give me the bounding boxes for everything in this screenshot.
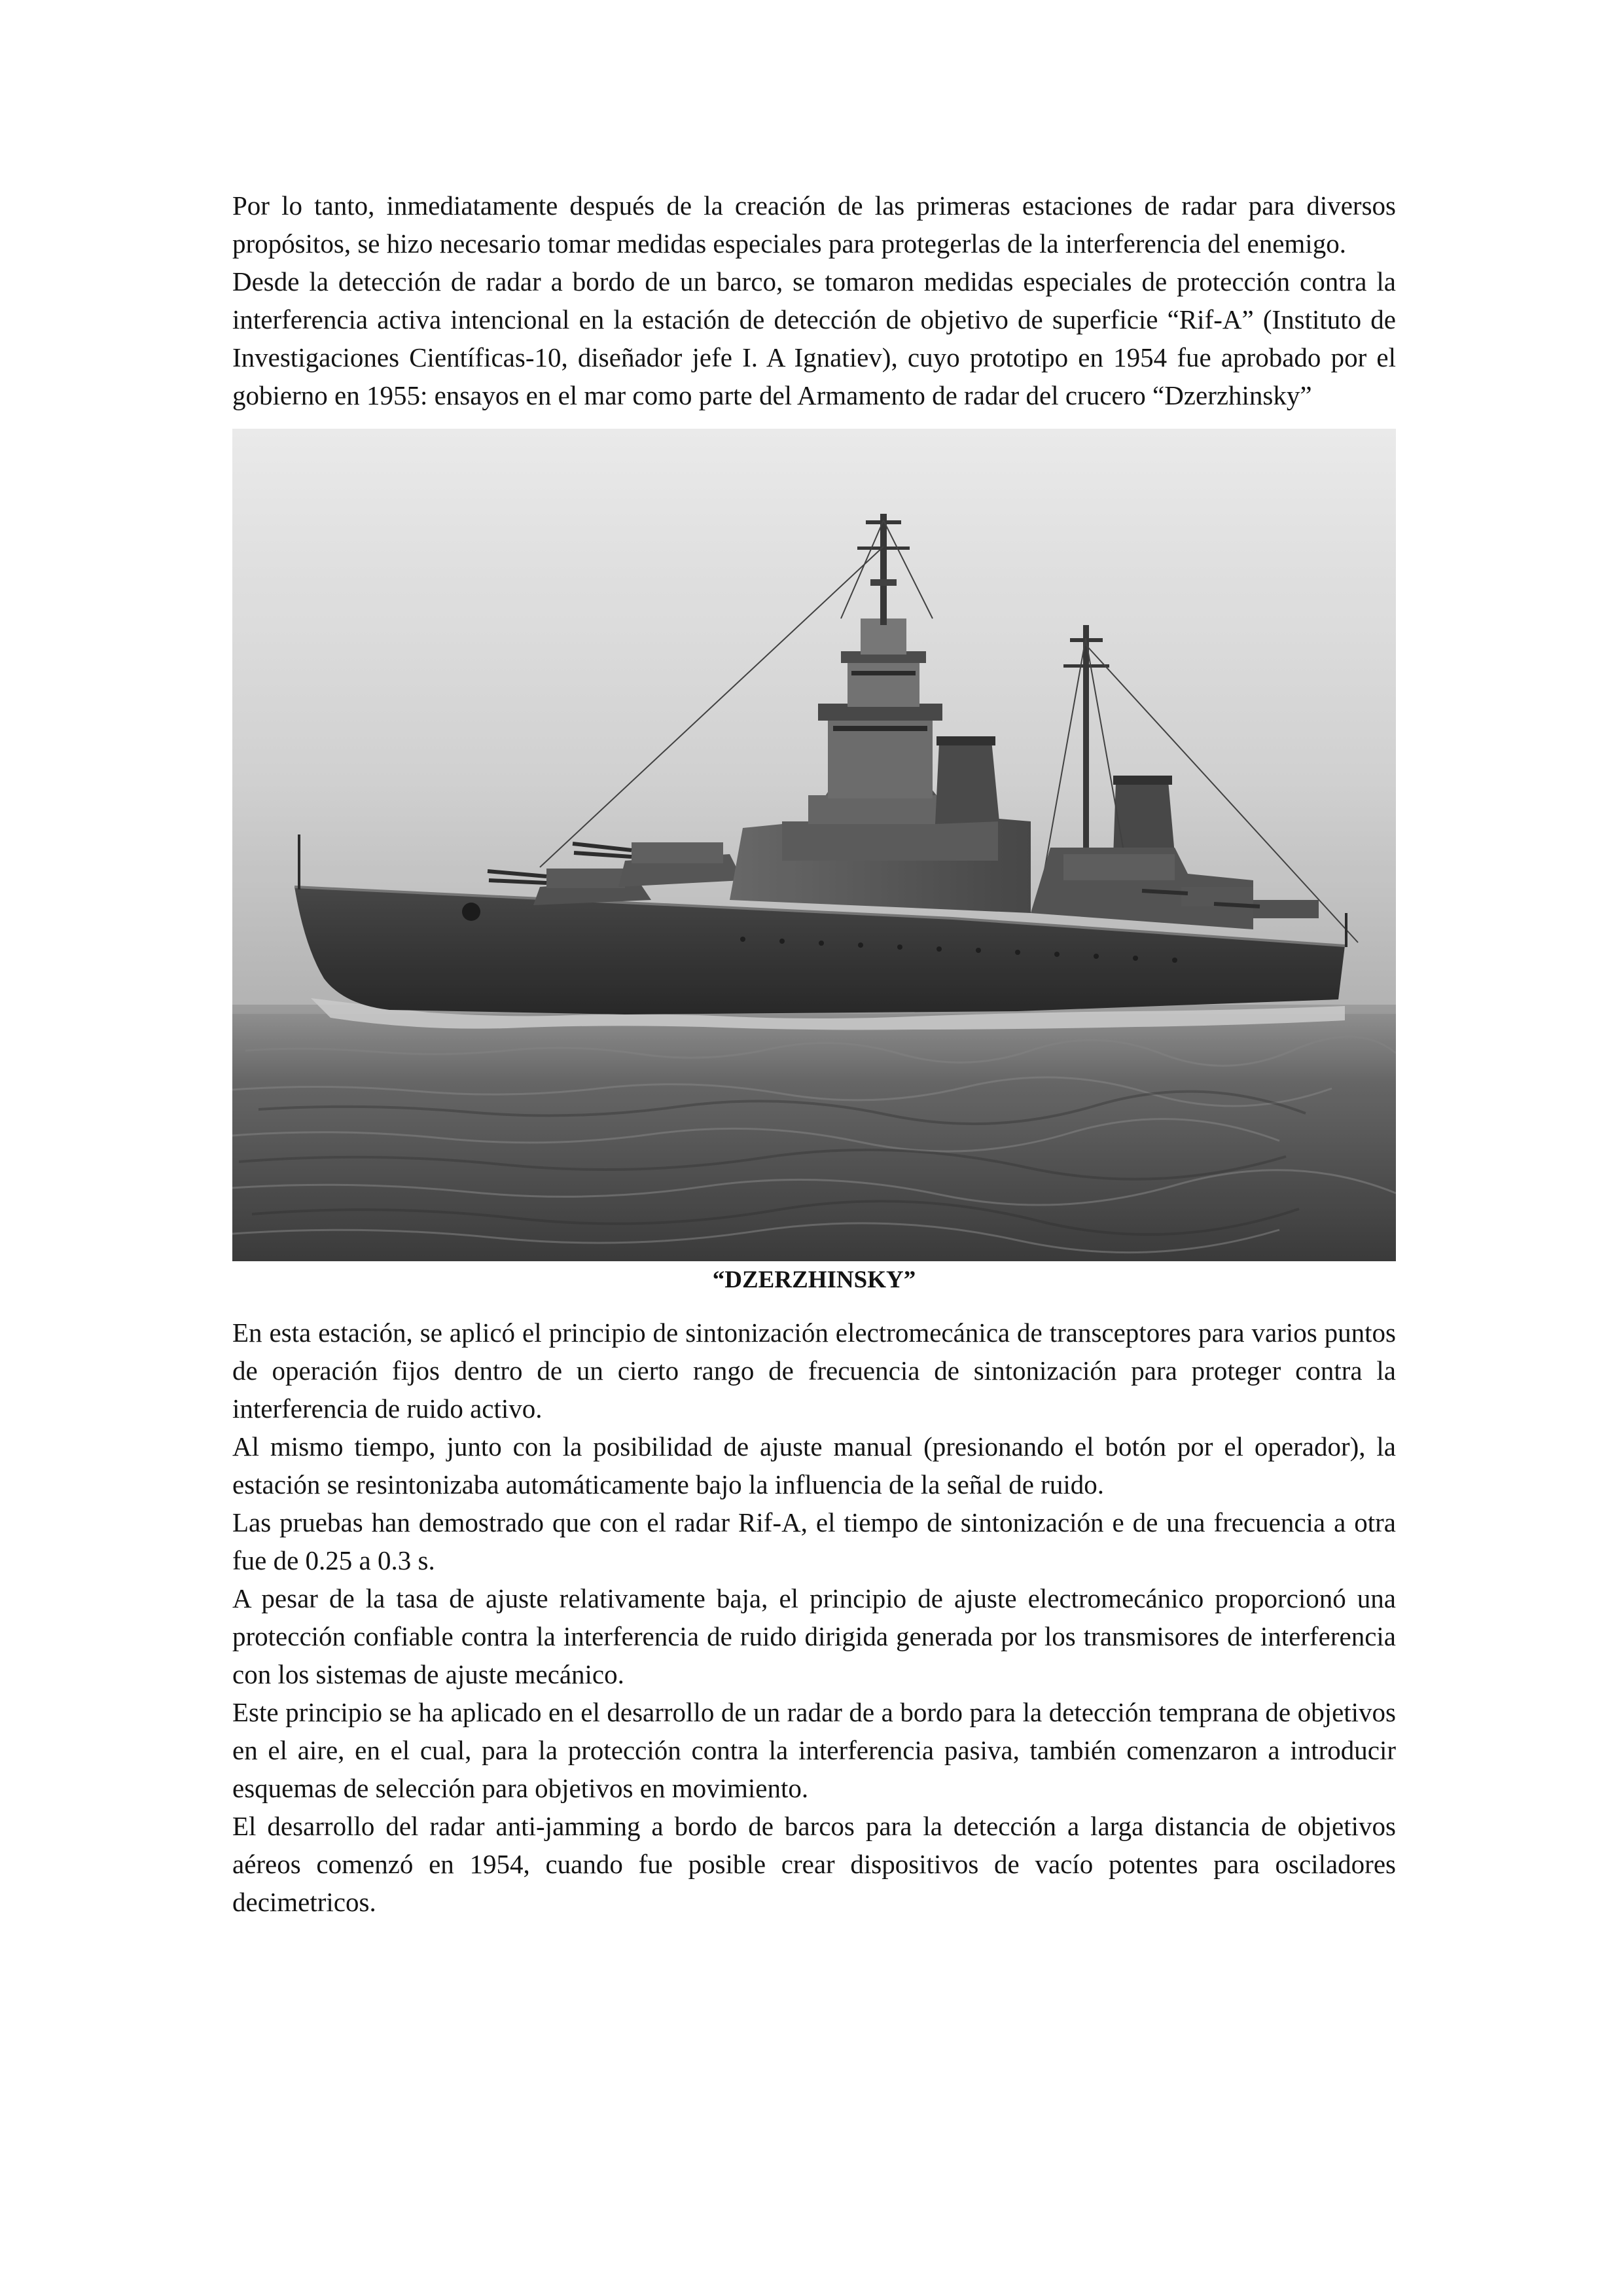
- figure-caption: “DZERZHINSKY”: [712, 1266, 916, 1293]
- paragraph-tuning-principle: En esta estación, se aplicó el principio de sintonización electromecánica de transceptores para varios puntos de operación fijos dentro de un cierto rango de frecuencia de sintonización para proteger contra la interferencia de ruido activo.: [232, 1318, 1396, 1424]
- ship-photo: [232, 429, 1396, 1261]
- paragraph-intro: Por lo tanto, inmediatamente después de la creación de las primeras estaciones de radar para diversos propósitos, se hizo necesario tomar medidas especiales para protegerlas de la interferencia del enemigo.: [232, 190, 1396, 259]
- paragraph-anti-jamming: El desarrollo del radar anti-jamming a bordo de barcos para la detección a larga distancia de objetivos aéreos comenzó en 1954, cuando fue posible crear dispositivos de vacío potentes para osciladores decimetricos.: [232, 1811, 1396, 1917]
- paragraph-tuning-time: Las pruebas han demostrado que con el radar Rif-A, el tiempo de sintonización e de una frecuencia a otra fue de 0.25 a 0.3 s.: [232, 1507, 1396, 1575]
- document-page: [232, 187, 1396, 1921]
- paragraph-early-detection: Este principio se ha aplicado en el desarrollo de un radar de a bordo para la detección temprana de objetivos en el aire, en el cual, para la protección contra la interferencia pasiva, también comenzaron a introducir esquemas de selección para objetivos en movimiento.: [232, 1697, 1396, 1803]
- body-text-lower: [232, 1314, 1396, 1921]
- paragraph-manual-adjust: Al mismo tiempo, junto con la posibilidad de ajuste manual (presionando el botón por el operador), la estación se resintonizaba automáticamente bajo la influencia de la señal de ruido.: [232, 1431, 1396, 1499]
- cruiser-photo-illustration: [232, 429, 1396, 1261]
- paragraph-rif-a: Desde la detección de radar a bordo de un barco, se tomaron medidas especiales de protección contra la interferencia activa intencional en la estación de detección de objetivo de superficie “Rif-A” (Instituto de Investigaciones Científicas-10, diseñador jefe I. A Ignatiev), cuyo prototipo en 1954 fue aprobado por el gobierno en 1955: ensayos en el mar como parte del Armamento de radar del crucero “Dzerzhinsky”: [232, 266, 1396, 410]
- paragraph-reliable-protection: A pesar de la tasa de ajuste relativamente baja, el principio de ajuste electromecánico proporcionó una protección confiable contra la interferencia de ruido dirigida generada por los transmisores de interferencia con los sistemas de ajuste mecánico.: [232, 1583, 1396, 1689]
